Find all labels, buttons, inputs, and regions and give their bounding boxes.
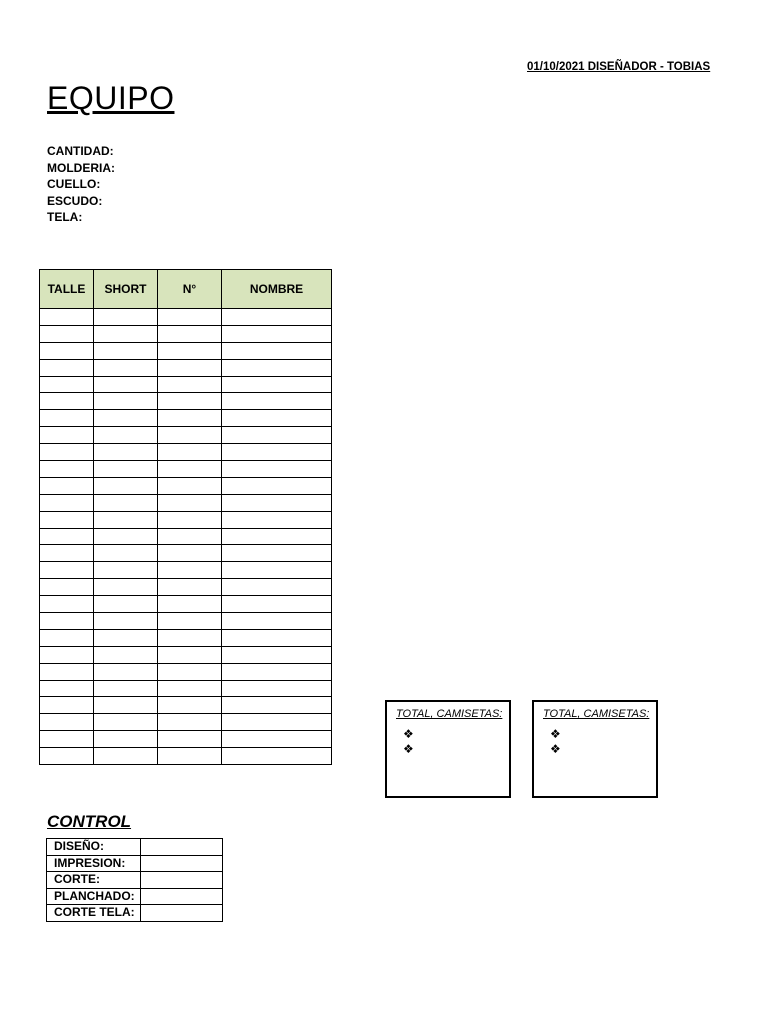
table-cell [40, 528, 94, 545]
table-cell [94, 697, 158, 714]
control-value-cell [141, 855, 223, 872]
table-row [40, 748, 332, 765]
table-cell [158, 528, 222, 545]
field-cuello: CUELLO: [47, 177, 101, 191]
table-cell [94, 680, 158, 697]
control-value-cell [141, 905, 223, 922]
table-cell [222, 562, 332, 579]
table-cell [94, 427, 158, 444]
table-cell [40, 545, 94, 562]
field-escudo: ESCUDO: [47, 193, 103, 208]
table-cell [40, 427, 94, 444]
table-row [40, 359, 332, 376]
table-row [40, 309, 332, 326]
table-cell [158, 663, 222, 680]
table-cell [158, 748, 222, 765]
control-value-cell [141, 872, 223, 889]
table-cell [158, 714, 222, 731]
table-cell [40, 410, 94, 427]
table-cell [222, 613, 332, 630]
table-cell [94, 528, 158, 545]
table-cell [222, 697, 332, 714]
table-cell [158, 680, 222, 697]
control-row [47, 872, 223, 889]
table-cell [222, 427, 332, 444]
control-label-planchado: PLANCHADO: [47, 888, 141, 905]
table-cell [94, 748, 158, 765]
table-cell [222, 596, 332, 613]
date-designer-line: 01/10/2021 DISEÑADOR - TOBIAS [527, 61, 711, 73]
table-cell [158, 410, 222, 427]
control-label-diseno: DISEÑO: [47, 839, 141, 856]
field-cantidad: CANTIDAD: [47, 144, 114, 158]
control-label-corte-tela: CORTE TELA: [47, 905, 141, 922]
table-row [40, 579, 332, 596]
table-cell [222, 646, 332, 663]
table-cell [94, 410, 158, 427]
table-cell [222, 477, 332, 494]
bullet-list [403, 727, 414, 757]
roster-header-row [40, 270, 332, 309]
table-cell [94, 596, 158, 613]
control-label-corte: CORTE: [47, 872, 141, 889]
table-cell [40, 646, 94, 663]
table-row [40, 342, 332, 359]
table-cell [94, 714, 158, 731]
table-cell [94, 477, 158, 494]
table-cell [222, 714, 332, 731]
bullet-icon: ❖ [550, 727, 561, 741]
table-row [40, 714, 332, 731]
table-row [40, 461, 332, 478]
table-cell [40, 511, 94, 528]
table-row [40, 494, 332, 511]
table-cell [222, 359, 332, 376]
table-cell [222, 325, 332, 342]
control-row [47, 839, 223, 856]
table-row [40, 629, 332, 646]
control-table [46, 838, 223, 922]
table-cell [94, 511, 158, 528]
table-cell [158, 562, 222, 579]
table-cell [222, 342, 332, 359]
table-cell [94, 461, 158, 478]
bullet-icon: ❖ [403, 742, 414, 756]
table-cell [222, 309, 332, 326]
table-cell [158, 511, 222, 528]
table-cell [158, 494, 222, 511]
table-row [40, 325, 332, 342]
table-row [40, 528, 332, 545]
table-row [40, 511, 332, 528]
table-cell [94, 562, 158, 579]
col-header-numero: N° [158, 270, 222, 309]
table-cell [158, 579, 222, 596]
table-cell [94, 393, 158, 410]
page-title: EQUIPO [47, 80, 175, 116]
table-cell [222, 545, 332, 562]
table-cell [40, 680, 94, 697]
table-row [40, 410, 332, 427]
table-cell [222, 461, 332, 478]
table-cell [40, 731, 94, 748]
table-cell [222, 393, 332, 410]
roster-body [40, 309, 332, 765]
table-cell [158, 613, 222, 630]
table-row [40, 697, 332, 714]
table-cell [158, 731, 222, 748]
table-row [40, 663, 332, 680]
table-cell [158, 393, 222, 410]
table-row [40, 596, 332, 613]
table-cell [40, 748, 94, 765]
field-molderia: MOLDERIA: [47, 160, 115, 175]
bullet-list [550, 727, 561, 757]
col-header-nombre: NOMBRE [222, 270, 332, 309]
table-cell [158, 444, 222, 461]
total-box-1 [385, 700, 511, 798]
table-cell [158, 427, 222, 444]
table-cell [158, 325, 222, 342]
table-cell [94, 731, 158, 748]
table-cell [222, 579, 332, 596]
table-cell [94, 646, 158, 663]
table-cell [222, 731, 332, 748]
table-cell [222, 528, 332, 545]
table-cell [40, 461, 94, 478]
table-cell [40, 596, 94, 613]
table-cell [158, 309, 222, 326]
table-cell [158, 697, 222, 714]
table-cell [222, 511, 332, 528]
roster-table [39, 269, 332, 765]
table-cell [40, 663, 94, 680]
table-cell [222, 629, 332, 646]
table-cell [158, 629, 222, 646]
table-cell [158, 477, 222, 494]
control-label-impresion: IMPRESION: [47, 855, 141, 872]
table-row [40, 444, 332, 461]
control-row [47, 855, 223, 872]
table-cell [40, 629, 94, 646]
control-row [47, 888, 223, 905]
total-label: TOTAL, CAMISETAS: [543, 708, 650, 720]
table-row [40, 731, 332, 748]
table-row [40, 427, 332, 444]
total-box-2 [532, 700, 658, 798]
table-cell [40, 613, 94, 630]
bullet-icon: ❖ [403, 727, 414, 741]
table-cell [40, 697, 94, 714]
table-cell [94, 325, 158, 342]
table-cell [40, 325, 94, 342]
table-cell [222, 410, 332, 427]
table-cell [158, 646, 222, 663]
table-cell [94, 494, 158, 511]
table-cell [222, 494, 332, 511]
table-cell [40, 444, 94, 461]
table-row [40, 646, 332, 663]
table-cell [94, 444, 158, 461]
table-cell [40, 494, 94, 511]
table-row [40, 477, 332, 494]
table-cell [94, 309, 158, 326]
info-fields [47, 143, 115, 226]
table-cell [222, 748, 332, 765]
table-cell [40, 342, 94, 359]
table-cell [94, 376, 158, 393]
control-value-cell [141, 888, 223, 905]
table-cell [94, 629, 158, 646]
table-cell [222, 444, 332, 461]
control-title: CONTROL [47, 812, 132, 831]
col-header-short: SHORT [94, 270, 158, 309]
table-cell [40, 477, 94, 494]
table-row [40, 562, 332, 579]
table-cell [40, 579, 94, 596]
table-cell [94, 663, 158, 680]
table-row [40, 680, 332, 697]
bullet-icon: ❖ [550, 742, 561, 756]
table-cell [40, 376, 94, 393]
table-row [40, 376, 332, 393]
table-cell [94, 545, 158, 562]
table-row [40, 545, 332, 562]
table-cell [40, 562, 94, 579]
table-cell [40, 714, 94, 731]
table-cell [158, 376, 222, 393]
table-row [40, 393, 332, 410]
table-cell [158, 596, 222, 613]
table-cell [158, 461, 222, 478]
field-tela: TELA: [47, 210, 83, 224]
table-cell [94, 359, 158, 376]
table-cell [158, 342, 222, 359]
control-row [47, 905, 223, 922]
table-cell [222, 680, 332, 697]
table-cell [222, 376, 332, 393]
table-cell [222, 663, 332, 680]
table-row [40, 613, 332, 630]
table-cell [40, 359, 94, 376]
table-cell [94, 579, 158, 596]
total-label: TOTAL, CAMISETAS: [396, 708, 503, 720]
table-cell [158, 545, 222, 562]
table-cell [158, 359, 222, 376]
table-cell [40, 309, 94, 326]
col-header-talle: TALLE [40, 270, 94, 309]
table-cell [94, 342, 158, 359]
control-value-cell [141, 839, 223, 856]
table-cell [40, 393, 94, 410]
table-cell [94, 613, 158, 630]
